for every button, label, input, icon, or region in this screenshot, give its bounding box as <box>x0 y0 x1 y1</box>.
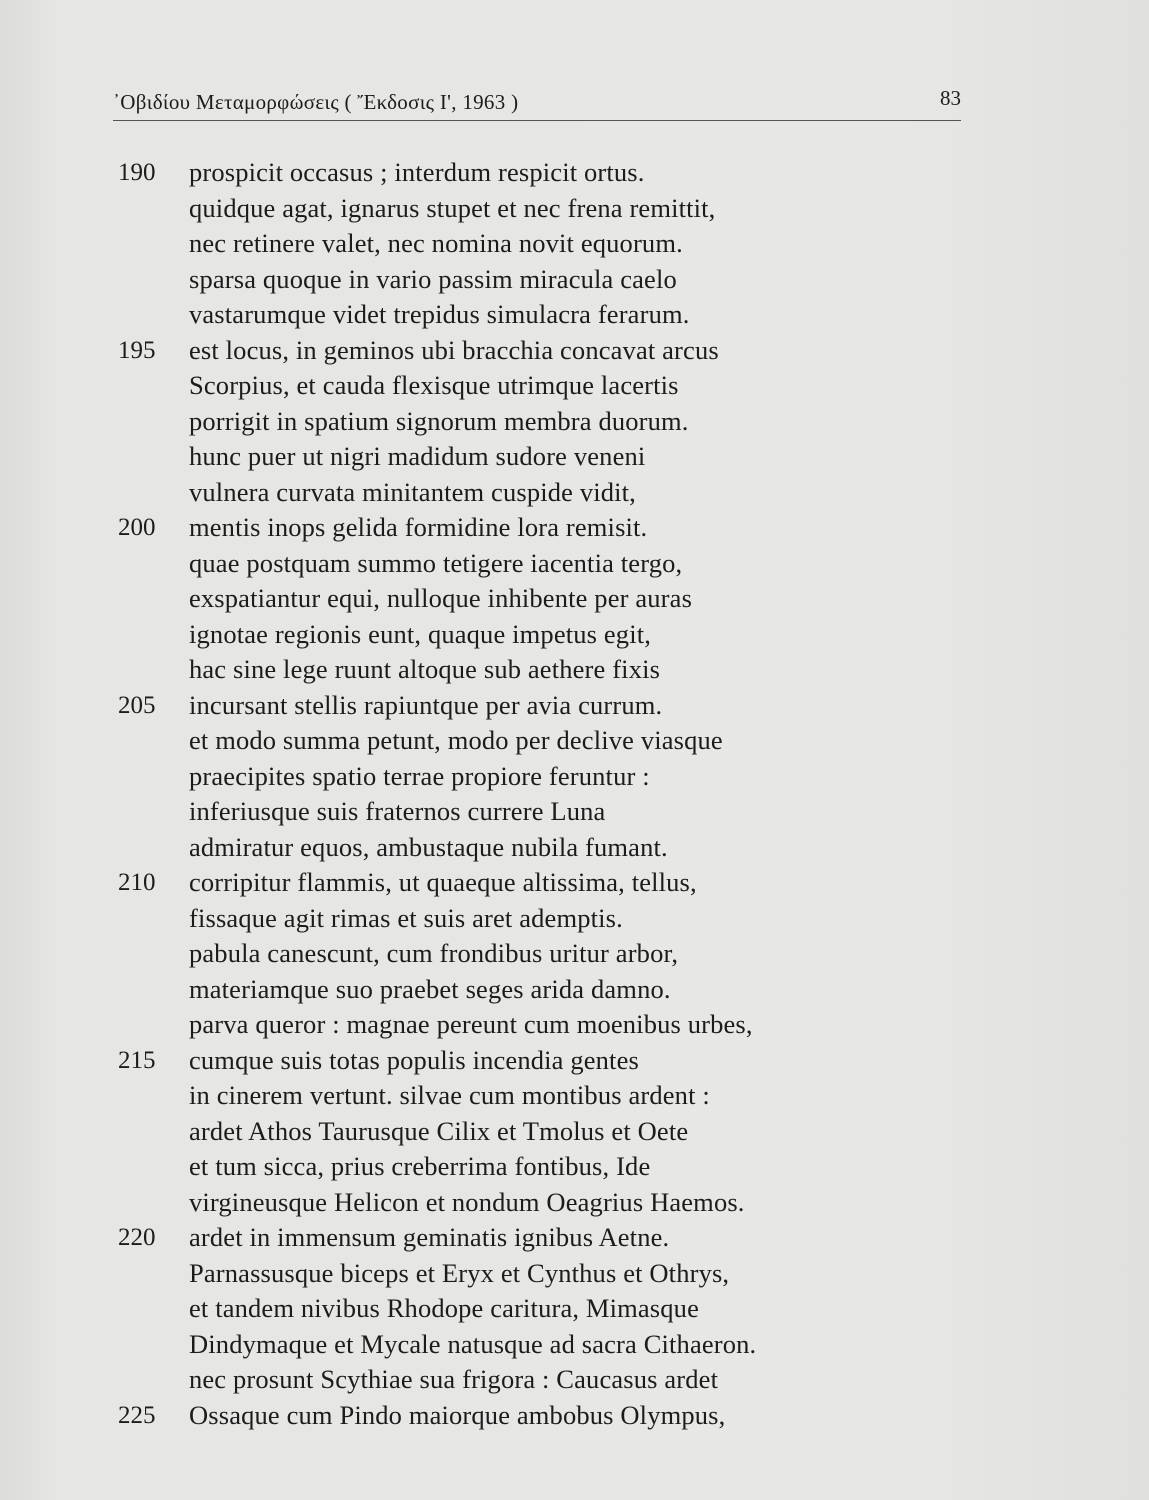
verse-text: praecipites spatio terrae propiore feruntur : <box>189 760 650 791</box>
verse-text: corripitur flammis, ut quaeque altissima, tellus, <box>189 867 697 897</box>
verse-text: Parnassusque biceps et Eryx et Cynthus et Othrys, <box>189 1257 730 1288</box>
verse-text: Dindymaque et Mycale natusque ad sacra Cithaeron. <box>189 1328 757 1359</box>
verse-line <box>0 439 1149 475</box>
verse-text: est locus, in geminos ubi bracchia concavat arcus <box>189 334 719 365</box>
verse-line <box>0 936 1149 972</box>
verse-text: quae postquam summo tetigere iacentia tergo, <box>189 547 683 578</box>
verse-text: hunc puer ut nigri madidum sudore veneni <box>189 441 646 471</box>
verse-line <box>0 652 1149 688</box>
verse-line <box>0 1256 1149 1292</box>
verse-line <box>0 830 1149 866</box>
verse-line <box>0 617 1149 653</box>
page-number: 83 <box>940 86 961 110</box>
verse-number: 200 <box>118 514 156 541</box>
verse-line <box>0 865 1149 901</box>
page-header <box>113 84 961 121</box>
verse-line <box>0 1185 1149 1221</box>
verse-number: 220 <box>118 1224 156 1251</box>
verse-text: porrigit in spatium signorum membra duorum. <box>189 405 689 436</box>
verse-line <box>0 723 1149 759</box>
verse-text: Ossaque cum Pindo maiorque ambobus Olympus, <box>189 1399 726 1430</box>
verse-line <box>0 475 1149 511</box>
verse-line <box>0 1114 1149 1150</box>
verse-line <box>0 1149 1149 1185</box>
verse-text: et tum sicca, prius creberrima fontibus, Ide <box>189 1151 651 1181</box>
verse-line <box>0 1327 1149 1363</box>
verse-line <box>0 581 1149 617</box>
verse-text: cumque suis totas populis incendia gentes <box>189 1044 639 1075</box>
verse-line <box>0 155 1149 191</box>
verse-text: prospicit occasus ; interdum respicit ortus. <box>189 157 645 187</box>
verse-number: 210 <box>118 869 156 896</box>
verse-line <box>0 972 1149 1008</box>
verse-line <box>0 368 1149 404</box>
verse-number: 195 <box>118 336 156 364</box>
verse-line <box>0 1398 1149 1434</box>
verse-text: sparsa quoque in vario passim miracula caelo <box>189 263 677 294</box>
verse-line <box>0 901 1149 937</box>
verse-number: 225 <box>118 1401 156 1429</box>
verse-line <box>0 226 1149 262</box>
verse-line <box>0 297 1149 333</box>
verse-text: pabula canescunt, cum frondibus uritur arbor, <box>189 938 679 968</box>
verse-line <box>0 546 1149 582</box>
verse-text: parva queror : magnae pereunt cum moenibus urbes, <box>189 1009 753 1039</box>
verse-line <box>0 404 1149 440</box>
verse-text: ignotae regionis eunt, quaque impetus egit, <box>189 618 651 649</box>
verse-line <box>0 1078 1149 1114</box>
verse-text: inferiusque suis fraternos currere Luna <box>189 796 606 826</box>
verse-text: in cinerem vertunt. silvae cum montibus ardent : <box>189 1080 710 1110</box>
verse-line <box>0 759 1149 795</box>
verse-line <box>0 1007 1149 1043</box>
running-title: ᾿Οβιδίου Μεταμορφώσεις ( Ἔκδοσις Ι', 1963 ) <box>113 90 519 114</box>
verse-text: materiamque suo praebet seges arida damno. <box>189 973 671 1004</box>
verse-line <box>0 262 1149 298</box>
verse-number: 215 <box>118 1046 156 1074</box>
verse-line <box>0 1043 1149 1079</box>
verse-line <box>0 1291 1149 1327</box>
verse-line <box>0 1362 1149 1398</box>
verse-text: nec retinere valet, nec nomina novit equorum. <box>189 228 683 258</box>
verse-text: fissaque agit rimas et suis aret ademptis. <box>189 902 623 933</box>
verse-text: hac sine lege ruunt altoque sub aethere fixis <box>189 654 661 684</box>
verse-text: ardet Athos Taurusque Cilix et Tmolus et Oete <box>189 1115 689 1146</box>
verse-text: incursant stellis rapiuntque per avia currum. <box>189 689 663 720</box>
verse-block <box>0 155 1149 1433</box>
verse-number: 190 <box>118 159 156 186</box>
verse-line <box>0 794 1149 830</box>
verse-text: mentis inops gelida formidine lora remisit. <box>189 512 648 542</box>
verse-text: vastarumque videt trepidus simulacra ferarum. <box>189 299 690 329</box>
verse-line <box>0 191 1149 227</box>
verse-text: quidque agat, ignarus stupet et nec frena remittit, <box>189 192 716 223</box>
verse-text: virgineusque Helicon et nondum Oeagrius Haemos. <box>189 1186 745 1217</box>
verse-text: exspatiantur equi, nulloque inhibente per auras <box>189 583 693 613</box>
verse-text: vulnera curvata minitantem cuspide vidit, <box>189 476 636 507</box>
verse-text: et tandem nivibus Rhodope caritura, Mimasque <box>189 1293 699 1323</box>
verse-text: et modo summa petunt, modo per declive viasque <box>189 725 723 755</box>
verse-text: nec prosunt Scythiae sua frigora : Caucasus ardet <box>189 1364 719 1394</box>
verse-line <box>0 510 1149 546</box>
verse-line <box>0 333 1149 369</box>
verse-line <box>0 1220 1149 1256</box>
verse-line <box>0 688 1149 724</box>
verse-number: 205 <box>118 691 156 719</box>
verse-text: admiratur equos, ambustaque nubila fumant. <box>189 831 668 862</box>
verse-text: Scorpius, et cauda flexisque utrimque lacertis <box>189 370 679 400</box>
verse-text: ardet in immensum geminatis ignibus Aetne. <box>189 1222 670 1252</box>
